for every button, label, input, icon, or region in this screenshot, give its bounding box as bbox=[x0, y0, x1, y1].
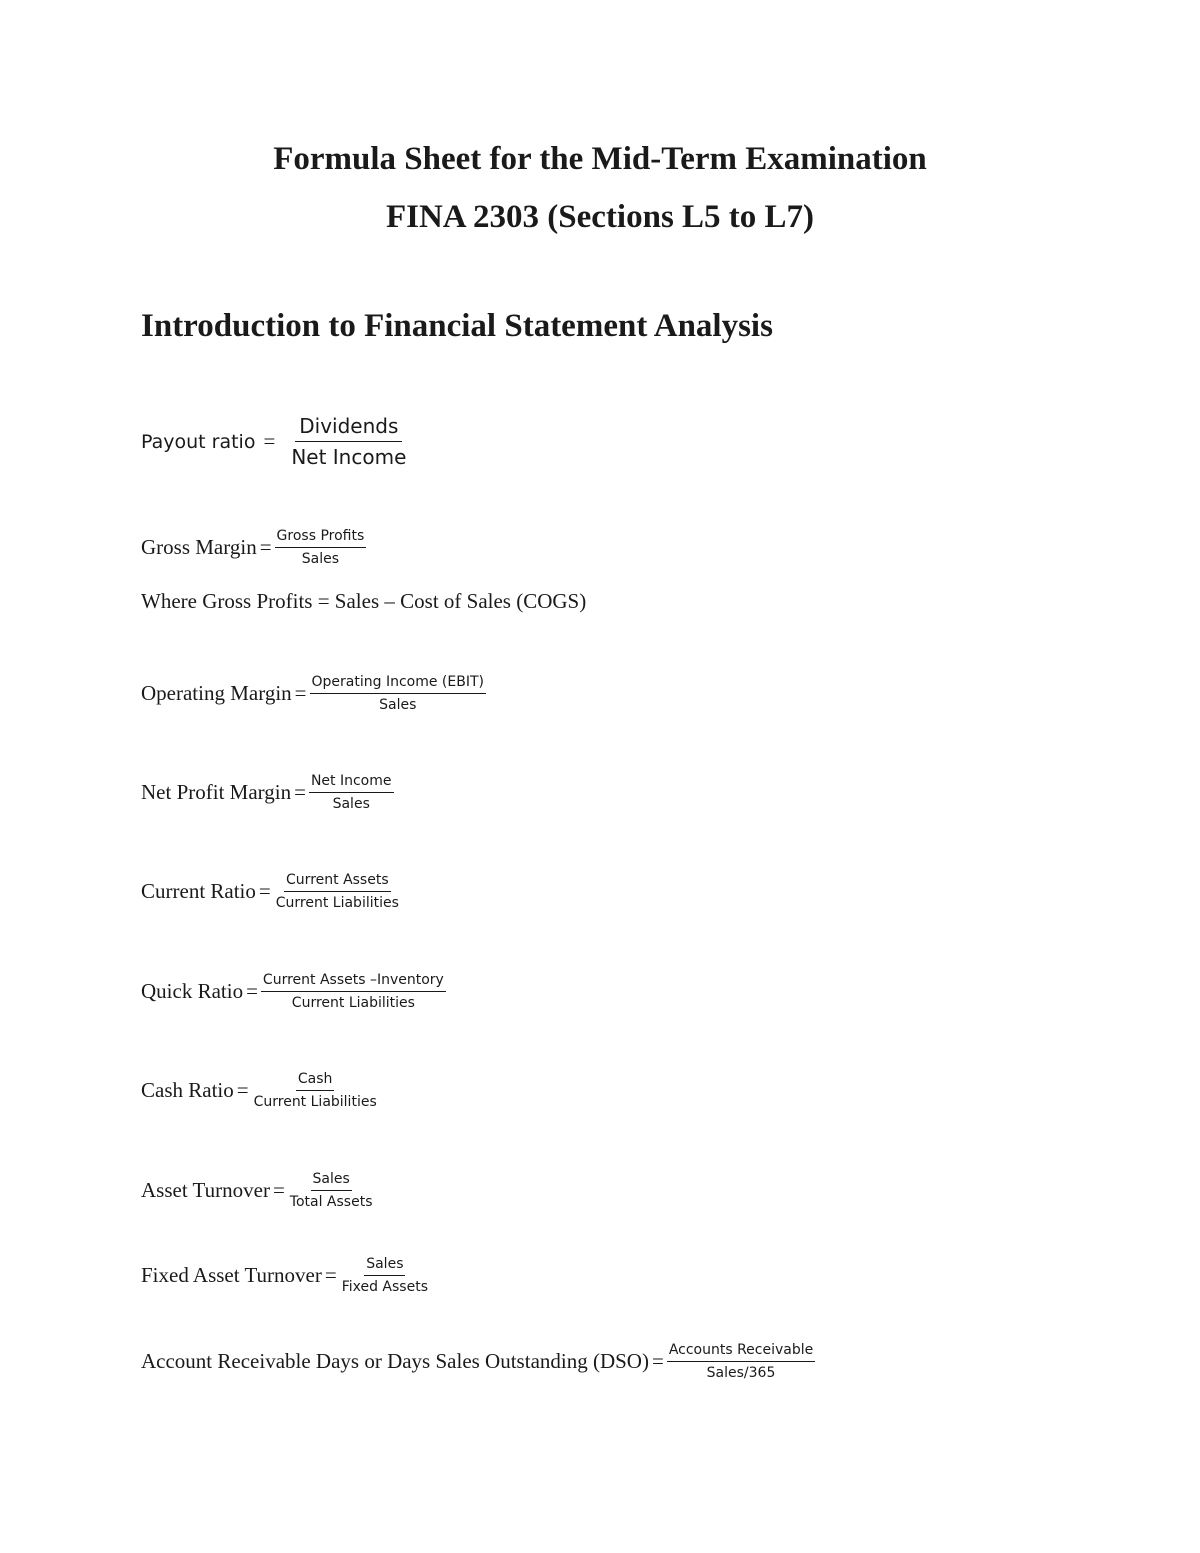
formula-label: Payout ratio bbox=[141, 430, 256, 453]
formula-label: Asset Turnover bbox=[141, 1178, 270, 1202]
denominator: Fixed Assets bbox=[341, 1279, 428, 1295]
formula-label: Current Ratio bbox=[141, 879, 256, 903]
formula-net-profit-margin bbox=[141, 774, 394, 811]
gross-profits-definition: Where Gross Profits = Sales – Cost of Sales (COGS) bbox=[141, 589, 587, 613]
equals-sign: = bbox=[294, 681, 307, 705]
formula-gross-margin bbox=[141, 529, 366, 566]
formula-fixed-asset-turnover bbox=[141, 1257, 430, 1294]
formula-cash-ratio bbox=[141, 1072, 379, 1109]
equals-sign: = bbox=[236, 1078, 249, 1102]
equals-sign: = bbox=[259, 535, 272, 559]
denominator: Current Liabilities bbox=[291, 995, 415, 1011]
formula-quick-ratio bbox=[141, 973, 446, 1010]
fraction bbox=[340, 1257, 430, 1294]
equals-sign: = bbox=[651, 1349, 664, 1373]
fraction bbox=[274, 873, 401, 910]
formula-label: Cash Ratio bbox=[141, 1078, 234, 1102]
denominator: Current Liabilities bbox=[253, 1094, 377, 1110]
fraction bbox=[261, 973, 446, 1010]
numerator: Current Assets –Inventory bbox=[261, 973, 446, 992]
equals-sign: = bbox=[258, 879, 271, 903]
formula-label: Quick Ratio bbox=[141, 979, 244, 1003]
denominator: Net Income bbox=[291, 445, 407, 469]
fraction bbox=[667, 1343, 815, 1380]
fraction bbox=[287, 416, 410, 467]
numerator: Accounts Receivable bbox=[667, 1343, 815, 1362]
numerator: Operating Income (EBIT) bbox=[310, 675, 486, 694]
formula-label: Operating Margin bbox=[141, 681, 292, 705]
numerator: Sales bbox=[364, 1257, 405, 1276]
equals-sign: = bbox=[263, 429, 276, 453]
formula-days-sales-outstanding bbox=[141, 1343, 815, 1380]
fraction bbox=[275, 529, 367, 566]
numerator: Gross Profits bbox=[275, 529, 367, 548]
equals-sign: = bbox=[294, 780, 306, 804]
formula-payout-ratio bbox=[141, 416, 410, 467]
denominator: Sales/365 bbox=[706, 1365, 776, 1381]
numerator: Cash bbox=[296, 1072, 335, 1091]
fraction bbox=[310, 675, 486, 712]
equals-sign: = bbox=[324, 1263, 337, 1287]
formula-label: Fixed Asset Turnover bbox=[141, 1263, 322, 1287]
formula-current-ratio bbox=[141, 873, 401, 910]
section-heading: Introduction to Financial Statement Analysis bbox=[141, 308, 773, 344]
denominator: Total Assets bbox=[289, 1194, 373, 1210]
fraction bbox=[309, 774, 394, 811]
numerator: Net Income bbox=[309, 774, 394, 793]
denominator: Sales bbox=[379, 697, 417, 713]
document-title: Formula Sheet for the Mid-Term Examination bbox=[273, 141, 927, 177]
formula-label: Account Receivable Days or Days Sales Outstanding (DSO) bbox=[141, 1349, 649, 1373]
numerator: Sales bbox=[311, 1172, 352, 1191]
formula-label: Net Profit Margin bbox=[141, 780, 292, 804]
formula-operating-margin bbox=[141, 675, 486, 712]
numerator: Current Assets bbox=[284, 873, 391, 892]
fraction bbox=[252, 1072, 379, 1109]
fraction bbox=[288, 1172, 375, 1209]
equals-sign: = bbox=[272, 1178, 285, 1202]
denominator: Sales bbox=[301, 551, 340, 567]
denominator: Sales bbox=[332, 796, 370, 812]
formula-label: Gross Margin bbox=[141, 535, 257, 559]
denominator: Current Liabilities bbox=[275, 895, 399, 911]
numerator: Dividends bbox=[295, 416, 402, 442]
course-subtitle: FINA 2303 (Sections L5 to L7) bbox=[385, 199, 815, 235]
equals-sign: = bbox=[246, 979, 258, 1003]
formula-asset-turnover bbox=[141, 1172, 375, 1209]
